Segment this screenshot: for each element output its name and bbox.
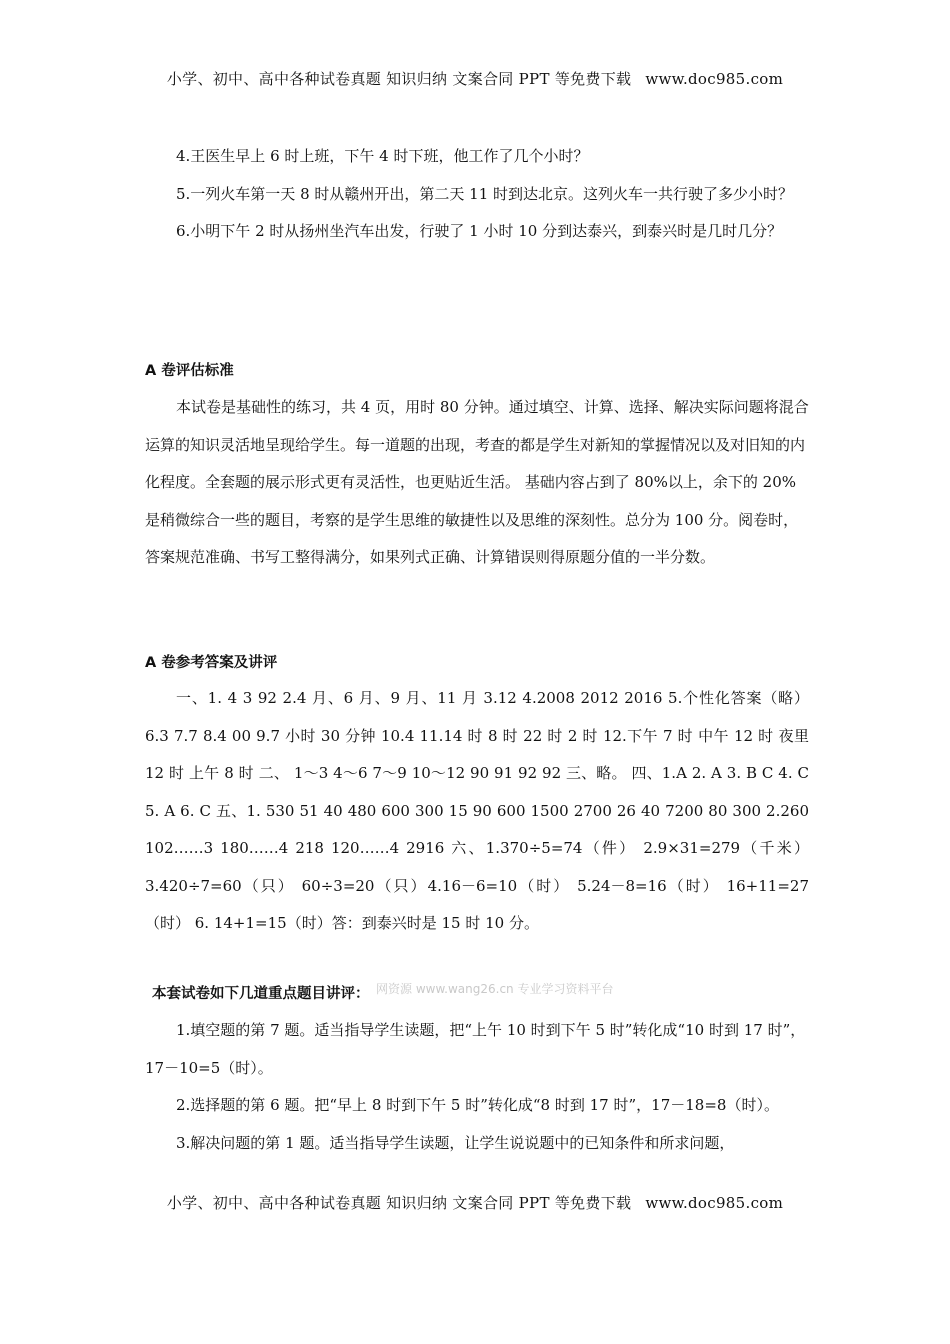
watermark-text: 网资源 www.wang26.cn 专业学习资料平台 <box>376 982 614 996</box>
key-point-2: 2.选择题的第 6 题。把“早上 8 时到下午 5 时”转化成“8 时到 17 时”，17－18=8（时）。 <box>176 1096 779 1114</box>
footer-site-link[interactable]: www.doc985.com <box>645 1194 784 1212</box>
questions-block <box>145 138 809 251</box>
key-heading-wrap <box>152 976 412 1014</box>
page-header <box>0 68 950 89</box>
answers-heading: A 卷参考答案及讲评 <box>145 655 278 671</box>
standard-block <box>145 389 809 577</box>
key-point-3: 3.解决问题的第 1 题。适当指导学生读题，让学生说说题中的已知条件和所求问题， <box>176 1133 735 1152</box>
question-4: 4.王医生早上 6 时上班，下午 4 时下班，他工作了几个小时？ <box>176 147 589 165</box>
key-point-1: 1.填空题的第 7 题。适当指导学生读题，把“上午 10 时到下午 5 时”转化成“10 时到 17 时”，17－10=5（时）。 <box>145 1021 806 1077</box>
answers-heading-wrap <box>145 645 809 683</box>
header-site-link[interactable]: www.doc985.com <box>645 70 784 88</box>
page-footer <box>0 1192 950 1213</box>
footer-text: 小学、初中、高中各种试卷真题 知识归纳 文案合同 PPT 等免费下载 <box>166 1194 632 1212</box>
key-points-heading: 本套试卷如下几道重点题目讲评： <box>152 986 370 1002</box>
answers-paragraph: 一、1. 4 3 92 2.4 月、6 月、9 月、11 月 3.12 4.2008 2012 2016 5.个性化答案（略） 6.3 7.7 8.4 00 9.7 小时 30 分钟 10.4 11.14 时 8 时 22 时 2 时 12.下午 7 时 中午 12 时 夜里 12 时 上午 8 时 二、 1～3 4～6 7～9 10～12 90 91 92 92 三、略。 四、1.A 2. A 3. B C 4. C 5. A 6. C 五、1. 530 51 40 480 600 300 15 90 600 1500 2700 26 40 7200 80 300 2.260 102……3 180……4 218 120……4 2916 六、1.370÷5=74（件） 2.9×31=279（千米） 3.420÷7=60（只） 60÷3=20（只）4.16－6=10（时） 5.24－8=16（时） 16+11=27（时） 6. 14+1=15（时）答：到泰兴时是 15 时 10 分。 <box>145 689 809 932</box>
header-text: 小学、初中、高中各种试卷真题 知识归纳 文案合同 PPT 等免费下载 <box>166 70 632 88</box>
standard-heading-wrap <box>145 353 809 391</box>
answers-block <box>145 680 809 943</box>
standard-paragraph: 本试卷是基础性的练习，共 4 页，用时 80 分钟。通过填空、计算、选择、解决实际问题将混合运算的知识灵活地呈现给学生。每一道题的出现，考查的都是学生对新知的掌握情况以及对旧知的内化程度。全套题的展示形式更有灵活性，也更贴近生活。 基础内容占到了 80%以上，余下的 20%是稍微综合一些的题目，考察的是学生思维的敏捷性以及思维的深刻性。总分为 100 分。阅卷时，答案规范准确、书写工整得满分，如果列式正确、计算错误则得原题分值的一半分数。 <box>145 398 809 566</box>
key-points-block <box>145 1012 809 1162</box>
standard-heading: A 卷评估标准 <box>145 363 234 379</box>
question-6: 6.小明下午 2 时从扬州坐汽车出发，行驶了 1 小时 10 分到达泰兴，到泰兴时是几时几分？ <box>176 222 783 240</box>
question-5: 5.一列火车第一天 8 时从赣州开出，第二天 11 时到达北京。这列火车一共行驶了多少小时？ <box>176 184 794 203</box>
